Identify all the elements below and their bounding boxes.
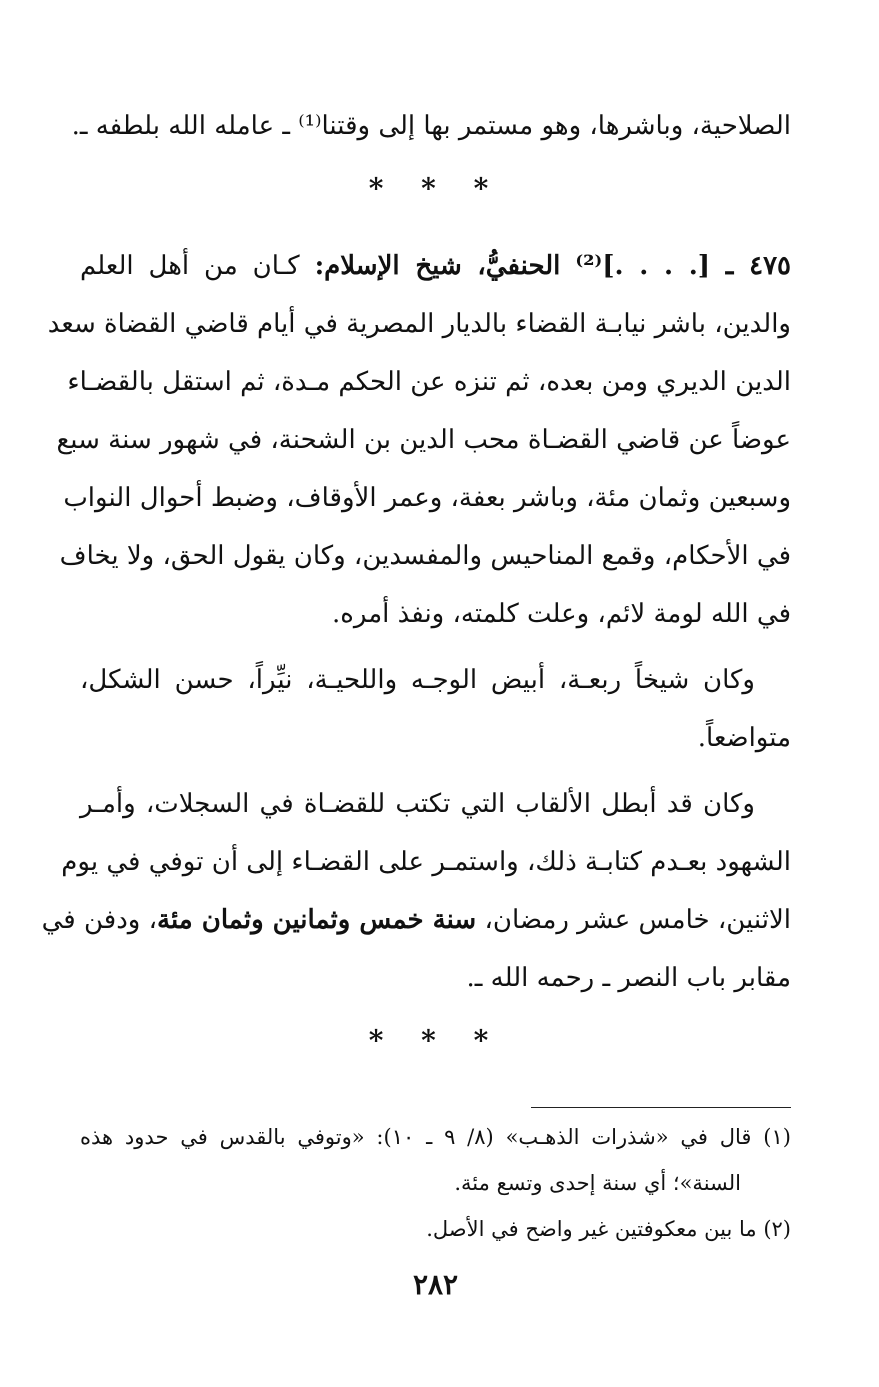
section-separator: * * *	[368, 1024, 503, 1057]
death-date: سنة خمس وثمانين وثمان مئة	[157, 905, 477, 935]
footnote-1	[80, 1114, 791, 1160]
paragraph-line: وكان شيخاً ربعـة، أبيض الوجـه واللحيـة، نيِّراً، حسن الشكل،	[80, 665, 755, 695]
entry-line: وسبعين وثمان مئة، وباشر بعفة، وعمر الأوقاف، وضبط أحوال النواب	[63, 483, 791, 513]
entry-line: والدين، باشر نيابـة القضاء بالديار المصرية في أيام قاضي القضاة سعد	[47, 309, 791, 339]
footnote-marker: (٢)	[763, 1217, 791, 1241]
description-paragraph	[80, 651, 791, 767]
footnote-text: قال في «شذرات الذهـب» (٨/ ٩ ـ ١٠): «وتوفي بالقدس في حدود هذه	[80, 1125, 752, 1149]
entry-line: في الأحكام، وقمع المناحيس والمفسدين، وكان يقول الحق، ولا يخاف	[59, 541, 791, 571]
entry-number: ٤٧٥ ـ [. . . .]⁽²⁾	[575, 251, 792, 281]
entry-heading-line	[80, 237, 791, 295]
paragraph-line: الشهود بعـدم كتابـة ذلك، واستمـر على القضـاء إلى أن توفي في يوم	[61, 847, 791, 877]
entry-line: عوضاً عن قاضي القضـاة محب الدين بن الشحنة، في شهور سنة سبع	[56, 425, 791, 455]
continuation-line: الصلاحية، وباشرها، وهو مستمر بها إلى وقتنا⁽¹⁾ ـ عامله الله بلطفه ـ.	[71, 111, 791, 141]
page-number: ٢٨٢	[412, 1268, 459, 1301]
footnote-text: ما بين معكوفتين غير واضح في الأصل.	[426, 1217, 757, 1241]
section-separator: * * *	[368, 172, 503, 205]
entry-title: الحنفيُّ، شيخ الإسلام:	[314, 251, 561, 281]
biography-entry	[47, 237, 792, 643]
footnotes	[80, 1114, 791, 1252]
career-paragraph	[41, 775, 791, 1007]
paragraph-segment: ، ودفن في	[41, 905, 158, 935]
footnote-marker: (١)	[763, 1125, 791, 1149]
entry-line: في الله لومة لائم، وعلت كلمته، ونفذ أمره.	[332, 599, 791, 629]
paragraph-line: متواضعاً.	[697, 723, 791, 753]
entry-line: الدين الديري ومن بعده، ثم تنزه عن الحكم مـدة، ثم استقل بالقضـاء	[67, 367, 791, 397]
paragraph-line-with-date	[41, 891, 791, 949]
entry-heading-rest: كـان من أهل العلم	[80, 251, 300, 281]
paragraph-line: وكان قد أبطل الألقاب التي تكتب للقضـاة في السجلات، وأمـر	[80, 789, 755, 819]
footnote-2	[80, 1206, 791, 1252]
paragraph-line: مقابر باب النصر ـ رحمه الله ـ.	[466, 963, 791, 993]
continuation-paragraph	[71, 97, 791, 155]
footnote-1-continued: السنة»؛ أي سنة إحدى وتسع مئة.	[454, 1171, 741, 1195]
paragraph-segment: الاثنين، خامس عشر رمضان،	[484, 905, 791, 935]
